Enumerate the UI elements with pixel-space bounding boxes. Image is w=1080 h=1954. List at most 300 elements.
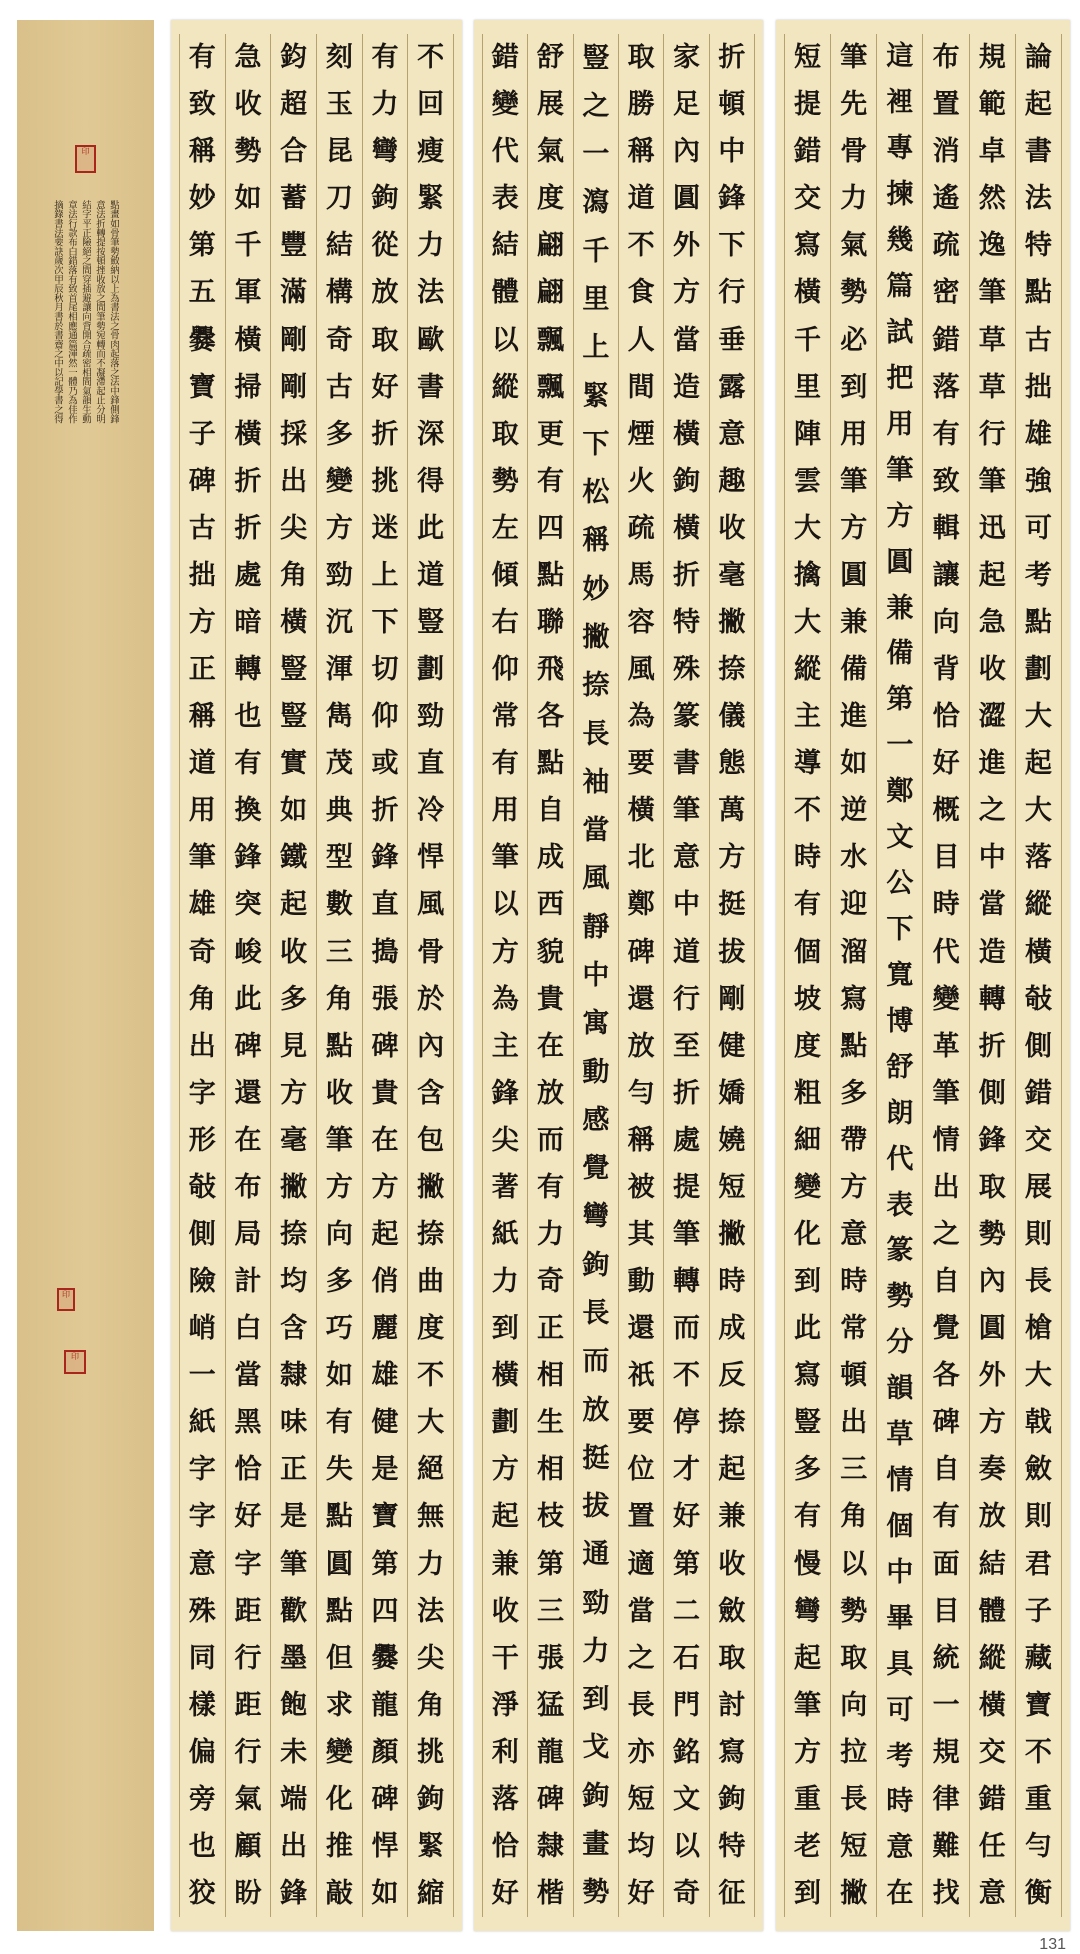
calligraphy-character: 點 <box>325 1595 353 1627</box>
calligraphy-character: 奇 <box>673 1878 700 1910</box>
calligraphy-character: 圓 <box>673 183 700 215</box>
calligraphy-character: 錯 <box>491 42 519 74</box>
calligraphy-character: 用 <box>188 795 216 827</box>
calligraphy-character: 緊 <box>582 380 610 412</box>
calligraphy-character: 力 <box>417 1548 445 1580</box>
calligraphy-character: 起 <box>978 559 1006 591</box>
calligraphy-character: 筆 <box>673 1218 700 1250</box>
calligraphy-character: 猛 <box>537 1689 565 1721</box>
calligraphy-character: 要 <box>627 748 655 780</box>
calligraphy-character: 反 <box>718 1360 746 1392</box>
calligraphy-character: 筆 <box>325 1124 353 1156</box>
calligraphy-character: 好 <box>371 371 399 403</box>
calligraphy-character: 落 <box>491 1783 519 1815</box>
calligraphy-character: 尖 <box>280 512 308 544</box>
calligraphy-character: 不 <box>417 42 445 74</box>
calligraphy-scroll-2 <box>474 20 763 1931</box>
calligraphy-character: 才 <box>673 1454 700 1486</box>
calligraphy-character: 縱 <box>491 371 519 403</box>
calligraphy-character: 銘 <box>673 1736 700 1768</box>
calligraphy-character: 回 <box>417 89 445 121</box>
calligraphy-character: 方 <box>188 606 216 638</box>
calligraphy-character: 是 <box>371 1454 399 1486</box>
calligraphy-character: 飽 <box>280 1689 308 1721</box>
calligraphy-character: 方 <box>840 1171 868 1203</box>
calligraphy-character: 第 <box>371 1548 399 1580</box>
calligraphy-character: 好 <box>932 748 960 780</box>
calligraphy-character: 垂 <box>718 324 746 356</box>
colophon-text <box>17 200 154 1360</box>
calligraphy-character: 骨 <box>840 136 868 168</box>
calligraphy-character: 劃 <box>1024 654 1052 686</box>
calligraphy-character: 中 <box>673 889 700 921</box>
text-column <box>407 34 454 1917</box>
calligraphy-character: 老 <box>794 1831 822 1862</box>
calligraphy-character: 範 <box>978 89 1006 121</box>
calligraphy-character: 切 <box>371 654 399 686</box>
calligraphy-character: 用 <box>886 408 914 440</box>
calligraphy-character: 方 <box>325 1171 353 1203</box>
calligraphy-character: 右 <box>491 606 519 638</box>
calligraphy-character: 時 <box>794 842 822 874</box>
calligraphy-character: 豎 <box>417 606 445 638</box>
calligraphy-character: 方 <box>280 1077 308 1109</box>
calligraphy-character: 表 <box>491 183 519 215</box>
calligraphy-character: 此 <box>234 983 262 1015</box>
calligraphy-character: 博 <box>886 1005 914 1037</box>
scroll-2-grid <box>482 34 755 1917</box>
calligraphy-character: 貴 <box>371 1077 399 1109</box>
calligraphy-character: 點 <box>537 748 565 780</box>
calligraphy-character: 換 <box>234 795 262 827</box>
calligraphy-character: 鉤 <box>582 1249 610 1281</box>
calligraphy-character: 收 <box>978 654 1006 686</box>
calligraphy-character: 擒 <box>794 559 822 591</box>
calligraphy-character: 提 <box>673 1171 700 1203</box>
text-column <box>179 34 225 1917</box>
calligraphy-character: 時 <box>932 889 960 921</box>
calligraphy-character: 剛 <box>718 983 746 1015</box>
calligraphy-character: 行 <box>718 277 746 309</box>
calligraphy-character: 挺 <box>582 1442 610 1474</box>
calligraphy-character: 行 <box>673 983 700 1015</box>
calligraphy-character: 西 <box>537 889 565 921</box>
seal-stamp-bottom-2: 印 <box>64 1350 86 1374</box>
calligraphy-character: 雋 <box>325 701 353 733</box>
calligraphy-character: 三 <box>537 1595 565 1627</box>
calligraphy-character: 在 <box>371 1124 399 1156</box>
calligraphy-character: 彎 <box>371 136 399 168</box>
calligraphy-character: 度 <box>794 1030 822 1062</box>
calligraphy-character: 水 <box>840 842 868 874</box>
calligraphy-character: 方 <box>491 1454 519 1486</box>
calligraphy-character: 重 <box>794 1783 822 1815</box>
calligraphy-character: 下 <box>886 913 914 945</box>
calligraphy-character: 消 <box>932 136 960 168</box>
calligraphy-character: 古 <box>325 371 353 403</box>
calligraphy-character: 疏 <box>932 230 960 262</box>
calligraphy-character: 白 <box>234 1313 262 1345</box>
calligraphy-character: 超 <box>280 89 308 121</box>
calligraphy-character: 造 <box>978 936 1006 968</box>
calligraphy-character: 折 <box>371 418 399 450</box>
calligraphy-character: 俏 <box>371 1266 399 1298</box>
calligraphy-character: 方 <box>718 842 746 874</box>
calligraphy-character: 黑 <box>234 1407 262 1439</box>
calligraphy-character: 間 <box>627 371 655 403</box>
calligraphy-character: 逆 <box>840 795 868 827</box>
calligraphy-character: 力 <box>537 1218 565 1250</box>
calligraphy-character: 捺 <box>718 1407 746 1439</box>
calligraphy-character: 鋒 <box>978 1124 1006 1156</box>
calligraphy-character: 長 <box>1024 1266 1052 1298</box>
calligraphy-character: 到 <box>582 1684 610 1716</box>
calligraphy-character: 寓 <box>582 1008 610 1040</box>
calligraphy-character: 覺 <box>582 1153 610 1185</box>
calligraphy-character: 寬 <box>886 959 914 991</box>
calligraphy-character: 落 <box>1024 842 1052 874</box>
calligraphy-character: 撇 <box>718 1218 746 1250</box>
calligraphy-character: 致 <box>932 465 960 497</box>
calligraphy-character: 五 <box>188 277 216 309</box>
calligraphy-character: 袖 <box>582 766 610 798</box>
calligraphy-character: 以 <box>840 1548 868 1580</box>
calligraphy-character: 石 <box>673 1642 700 1674</box>
calligraphy-character: 貴 <box>537 983 565 1015</box>
calligraphy-character: 端 <box>280 1783 308 1815</box>
calligraphy-character: 峻 <box>234 936 262 968</box>
calligraphy-character: 包 <box>417 1124 445 1156</box>
calligraphy-character: 直 <box>371 889 399 921</box>
calligraphy-character: 放 <box>978 1501 1006 1533</box>
calligraphy-character: 特 <box>718 1831 746 1862</box>
calligraphy-character: 碑 <box>932 1407 960 1439</box>
calligraphy-character: 而 <box>582 1346 610 1378</box>
calligraphy-character: 四 <box>371 1595 399 1627</box>
calligraphy-character: 雄 <box>371 1360 399 1392</box>
calligraphy-character: 之 <box>978 795 1006 827</box>
calligraphy-character: 變 <box>325 1736 353 1768</box>
calligraphy-character: 奏 <box>978 1454 1006 1486</box>
calligraphy-character: 時 <box>886 1786 914 1818</box>
calligraphy-character: 飄 <box>537 324 565 356</box>
calligraphy-character: 三 <box>840 1454 868 1486</box>
calligraphy-character: 把 <box>886 362 914 394</box>
calligraphy-character: 楷 <box>537 1878 565 1910</box>
calligraphy-character: 氣 <box>840 230 868 262</box>
calligraphy-character: 計 <box>234 1266 262 1298</box>
calligraphy-character: 衡 <box>1024 1878 1052 1910</box>
calligraphy-character: 好 <box>673 1501 700 1533</box>
calligraphy-character: 書 <box>673 748 700 780</box>
calligraphy-character: 利 <box>491 1736 519 1768</box>
calligraphy-character: 力 <box>417 230 445 262</box>
calligraphy-character: 龍 <box>371 1689 399 1721</box>
calligraphy-character: 面 <box>932 1548 960 1580</box>
calligraphy-character: 紙 <box>188 1407 216 1439</box>
calligraphy-character: 行 <box>978 418 1006 450</box>
calligraphy-character: 筆 <box>840 465 868 497</box>
calligraphy-character: 多 <box>280 983 308 1015</box>
calligraphy-character: 勢 <box>886 1281 914 1313</box>
calligraphy-character: 出 <box>280 465 308 497</box>
calligraphy-character: 隸 <box>280 1360 308 1392</box>
calligraphy-character: 為 <box>627 701 655 733</box>
calligraphy-character: 概 <box>932 795 960 827</box>
calligraphy-character: 上 <box>582 332 610 364</box>
calligraphy-character: 鉤 <box>371 183 399 215</box>
calligraphy-character: 當 <box>673 324 700 356</box>
calligraphy-character: 起 <box>718 1454 746 1486</box>
calligraphy-character: 氣 <box>234 1783 262 1815</box>
calligraphy-character: 折 <box>673 1077 700 1109</box>
calligraphy-character: 點 <box>325 1030 353 1062</box>
calligraphy-character: 行 <box>234 1736 262 1768</box>
calligraphy-character: 如 <box>234 183 262 215</box>
calligraphy-character: 捺 <box>718 654 746 686</box>
calligraphy-character: 可 <box>886 1694 914 1726</box>
calligraphy-character: 千 <box>234 230 262 262</box>
calligraphy-character: 縱 <box>1024 889 1052 921</box>
calligraphy-character: 好 <box>627 1878 655 1910</box>
calligraphy-character: 要 <box>627 1407 655 1439</box>
calligraphy-character: 拙 <box>1024 371 1052 403</box>
calligraphy-character: 橫 <box>673 418 700 450</box>
calligraphy-character: 慢 <box>794 1548 822 1580</box>
calligraphy-character: 風 <box>417 889 445 921</box>
calligraphy-character: 長 <box>582 1297 610 1329</box>
calligraphy-character: 筆 <box>932 1077 960 1109</box>
calligraphy-character: 渾 <box>325 654 353 686</box>
calligraphy-character: 特 <box>673 606 700 638</box>
calligraphy-character: 試 <box>886 316 914 348</box>
calligraphy-character: 鋒 <box>491 1077 519 1109</box>
calligraphy-character: 一 <box>582 139 610 171</box>
calligraphy-character: 橫 <box>491 1360 519 1392</box>
calligraphy-character: 取 <box>371 324 399 356</box>
calligraphy-character: 峭 <box>188 1313 216 1345</box>
calligraphy-character: 收 <box>280 936 308 968</box>
calligraphy-character: 橫 <box>1024 936 1052 968</box>
calligraphy-character: 外 <box>978 1360 1006 1392</box>
calligraphy-character: 寫 <box>794 1360 822 1392</box>
calligraphy-character: 生 <box>537 1407 565 1439</box>
colophon-line: 章法行款布白錯落有致首尾相應通篇渾然一體乃為佳作 <box>66 200 77 424</box>
calligraphy-character: 筆 <box>840 42 868 74</box>
calligraphy-character: 時 <box>840 1266 868 1298</box>
calligraphy-character: 麗 <box>371 1313 399 1345</box>
calligraphy-character: 折 <box>978 1030 1006 1062</box>
calligraphy-character: 拔 <box>718 936 746 968</box>
calligraphy-character: 逸 <box>978 230 1006 262</box>
calligraphy-character: 型 <box>325 842 353 874</box>
calligraphy-character: 勢 <box>582 1877 610 1909</box>
calligraphy-character: 點 <box>1024 606 1052 638</box>
calligraphy-character: 備 <box>886 638 914 670</box>
calligraphy-character: 大 <box>1024 1360 1052 1392</box>
calligraphy-character: 筆 <box>978 277 1006 309</box>
calligraphy-character: 備 <box>840 654 868 686</box>
calligraphy-character: 槍 <box>1024 1313 1052 1345</box>
calligraphy-character: 征 <box>718 1878 746 1910</box>
calligraphy-character: 常 <box>491 701 519 733</box>
calligraphy-character: 含 <box>417 1077 445 1109</box>
calligraphy-character: 側 <box>188 1218 216 1250</box>
calligraphy-character: 暗 <box>234 606 262 638</box>
calligraphy-character: 到 <box>794 1266 822 1298</box>
calligraphy-character: 雄 <box>1024 418 1052 450</box>
calligraphy-character: 之 <box>627 1642 655 1674</box>
calligraphy-character: 瀉 <box>582 187 610 219</box>
calligraphy-character: 勢 <box>840 1595 868 1627</box>
calligraphy-character: 里 <box>794 371 822 403</box>
calligraphy-character: 畢 <box>886 1602 914 1634</box>
calligraphy-character: 變 <box>932 983 960 1015</box>
calligraphy-character: 豐 <box>280 230 308 262</box>
calligraphy-character: 向 <box>840 1689 868 1721</box>
calligraphy-character: 旁 <box>188 1783 216 1815</box>
calligraphy-character: 適 <box>627 1548 655 1580</box>
calligraphy-character: 子 <box>1024 1595 1052 1627</box>
calligraphy-character: 險 <box>188 1266 216 1298</box>
calligraphy-character: 左 <box>491 512 519 544</box>
calligraphy-character: 風 <box>627 654 655 686</box>
calligraphy-character: 各 <box>932 1360 960 1392</box>
calligraphy-character: 拉 <box>840 1736 868 1768</box>
calligraphy-character: 取 <box>491 418 519 450</box>
calligraphy-character: 幾 <box>886 225 914 257</box>
calligraphy-character: 豎 <box>280 701 308 733</box>
calligraphy-character: 鐵 <box>280 842 308 874</box>
calligraphy-character: 主 <box>794 701 822 733</box>
calligraphy-character: 圓 <box>978 1313 1006 1345</box>
calligraphy-character: 挺 <box>718 889 746 921</box>
calligraphy-character: 鉤 <box>417 1783 445 1815</box>
calligraphy-character: 三 <box>325 936 353 968</box>
calligraphy-character: 意 <box>718 418 746 450</box>
calligraphy-character: 不 <box>1024 1736 1052 1768</box>
colophon-line: 結字平正險絕之間穿插避讓向背開合疏密相間氣韻生動 <box>80 200 91 424</box>
calligraphy-character: 如 <box>840 748 868 780</box>
calligraphy-character: 如 <box>371 1878 399 1910</box>
calligraphy-character: 數 <box>325 889 353 921</box>
calligraphy-character: 有 <box>537 465 565 497</box>
calligraphy-character: 無 <box>417 1501 445 1533</box>
calligraphy-character: 見 <box>280 1030 308 1062</box>
calligraphy-character: 收 <box>718 1548 746 1580</box>
calligraphy-character: 碑 <box>371 1030 399 1062</box>
text-column <box>316 34 362 1917</box>
calligraphy-character: 常 <box>840 1313 868 1345</box>
calligraphy-character: 煙 <box>627 418 655 450</box>
calligraphy-character: 下 <box>582 428 610 460</box>
calligraphy-character: 茂 <box>325 748 353 780</box>
calligraphy-character: 處 <box>234 559 262 591</box>
calligraphy-character: 律 <box>932 1783 960 1815</box>
calligraphy-character: 仰 <box>371 701 399 733</box>
calligraphy-character: 亦 <box>627 1736 655 1768</box>
calligraphy-character: 第 <box>188 230 216 262</box>
calligraphy-character: 方 <box>491 936 519 968</box>
calligraphy-character: 情 <box>932 1124 960 1156</box>
calligraphy-character: 成 <box>718 1313 746 1345</box>
calligraphy-character: 自 <box>537 795 565 827</box>
calligraphy-character: 在 <box>886 1878 914 1910</box>
calligraphy-character: 專 <box>886 133 914 165</box>
text-column <box>482 34 527 1917</box>
calligraphy-character: 縱 <box>978 1642 1006 1674</box>
calligraphy-character: 筆 <box>978 465 1006 497</box>
calligraphy-character: 背 <box>932 654 960 686</box>
calligraphy-character: 先 <box>840 89 868 121</box>
calligraphy-character: 自 <box>932 1454 960 1486</box>
calligraphy-character: 劃 <box>417 654 445 686</box>
calligraphy-character: 骨 <box>417 936 445 968</box>
calligraphy-character: 失 <box>325 1454 353 1486</box>
calligraphy-character: 健 <box>718 1030 746 1062</box>
calligraphy-character: 火 <box>627 465 655 497</box>
calligraphy-character: 寶 <box>371 1501 399 1533</box>
calligraphy-character: 道 <box>417 559 445 591</box>
calligraphy-character: 鋒 <box>234 842 262 874</box>
calligraphy-character: 短 <box>718 1171 746 1203</box>
calligraphy-character: 剛 <box>280 371 308 403</box>
calligraphy-character: 篇 <box>886 271 914 303</box>
calligraphy-character: 有 <box>932 1501 960 1533</box>
calligraphy-character: 收 <box>491 1595 519 1627</box>
calligraphy-character: 鄭 <box>886 776 914 808</box>
calligraphy-character: 中 <box>582 959 610 991</box>
calligraphy-character: 體 <box>491 277 519 309</box>
calligraphy-character: 錯 <box>1024 1077 1052 1109</box>
calligraphy-character: 奇 <box>537 1266 565 1298</box>
calligraphy-character: 枝 <box>537 1501 565 1533</box>
calligraphy-character: 而 <box>673 1313 700 1345</box>
calligraphy-character: 聯 <box>537 606 565 638</box>
calligraphy-character: 道 <box>188 748 216 780</box>
calligraphy-character: 不 <box>417 1360 445 1392</box>
calligraphy-character: 草 <box>978 371 1006 403</box>
calligraphy-character: 分 <box>886 1327 914 1359</box>
calligraphy-character: 之 <box>582 90 610 122</box>
calligraphy-character: 向 <box>325 1218 353 1250</box>
calligraphy-character: 拔 <box>582 1491 610 1523</box>
calligraphy-character: 縱 <box>794 654 822 686</box>
calligraphy-character: 方 <box>673 277 700 309</box>
calligraphy-character: 同 <box>188 1642 216 1674</box>
calligraphy-character: 寫 <box>794 230 822 262</box>
calligraphy-character: 墨 <box>280 1642 308 1674</box>
calligraphy-character: 稱 <box>188 136 216 168</box>
calligraphy-character: 撇 <box>840 1878 868 1910</box>
calligraphy-character: 目 <box>932 1595 960 1627</box>
calligraphy-character: 稱 <box>627 136 655 168</box>
calligraphy-character: 變 <box>325 465 353 497</box>
calligraphy-character: 掃 <box>234 371 262 403</box>
calligraphy-character: 相 <box>537 1360 565 1392</box>
calligraphy-character: 巧 <box>325 1313 353 1345</box>
calligraphy-character: 角 <box>325 983 353 1015</box>
calligraphy-character: 如 <box>280 795 308 827</box>
calligraphy-character: 但 <box>325 1642 353 1674</box>
calligraphy-character: 恰 <box>234 1454 262 1486</box>
calligraphy-character: 揀 <box>886 179 914 211</box>
colophon-line: 點畫如骨筆勢斂納以上為書法之骨肉起落之法中鋒側鋒 <box>108 200 119 424</box>
calligraphy-character: 向 <box>932 606 960 638</box>
calligraphy-character: 干 <box>491 1642 519 1674</box>
calligraphy-character: 當 <box>582 815 610 847</box>
calligraphy-character: 撇 <box>582 622 610 654</box>
